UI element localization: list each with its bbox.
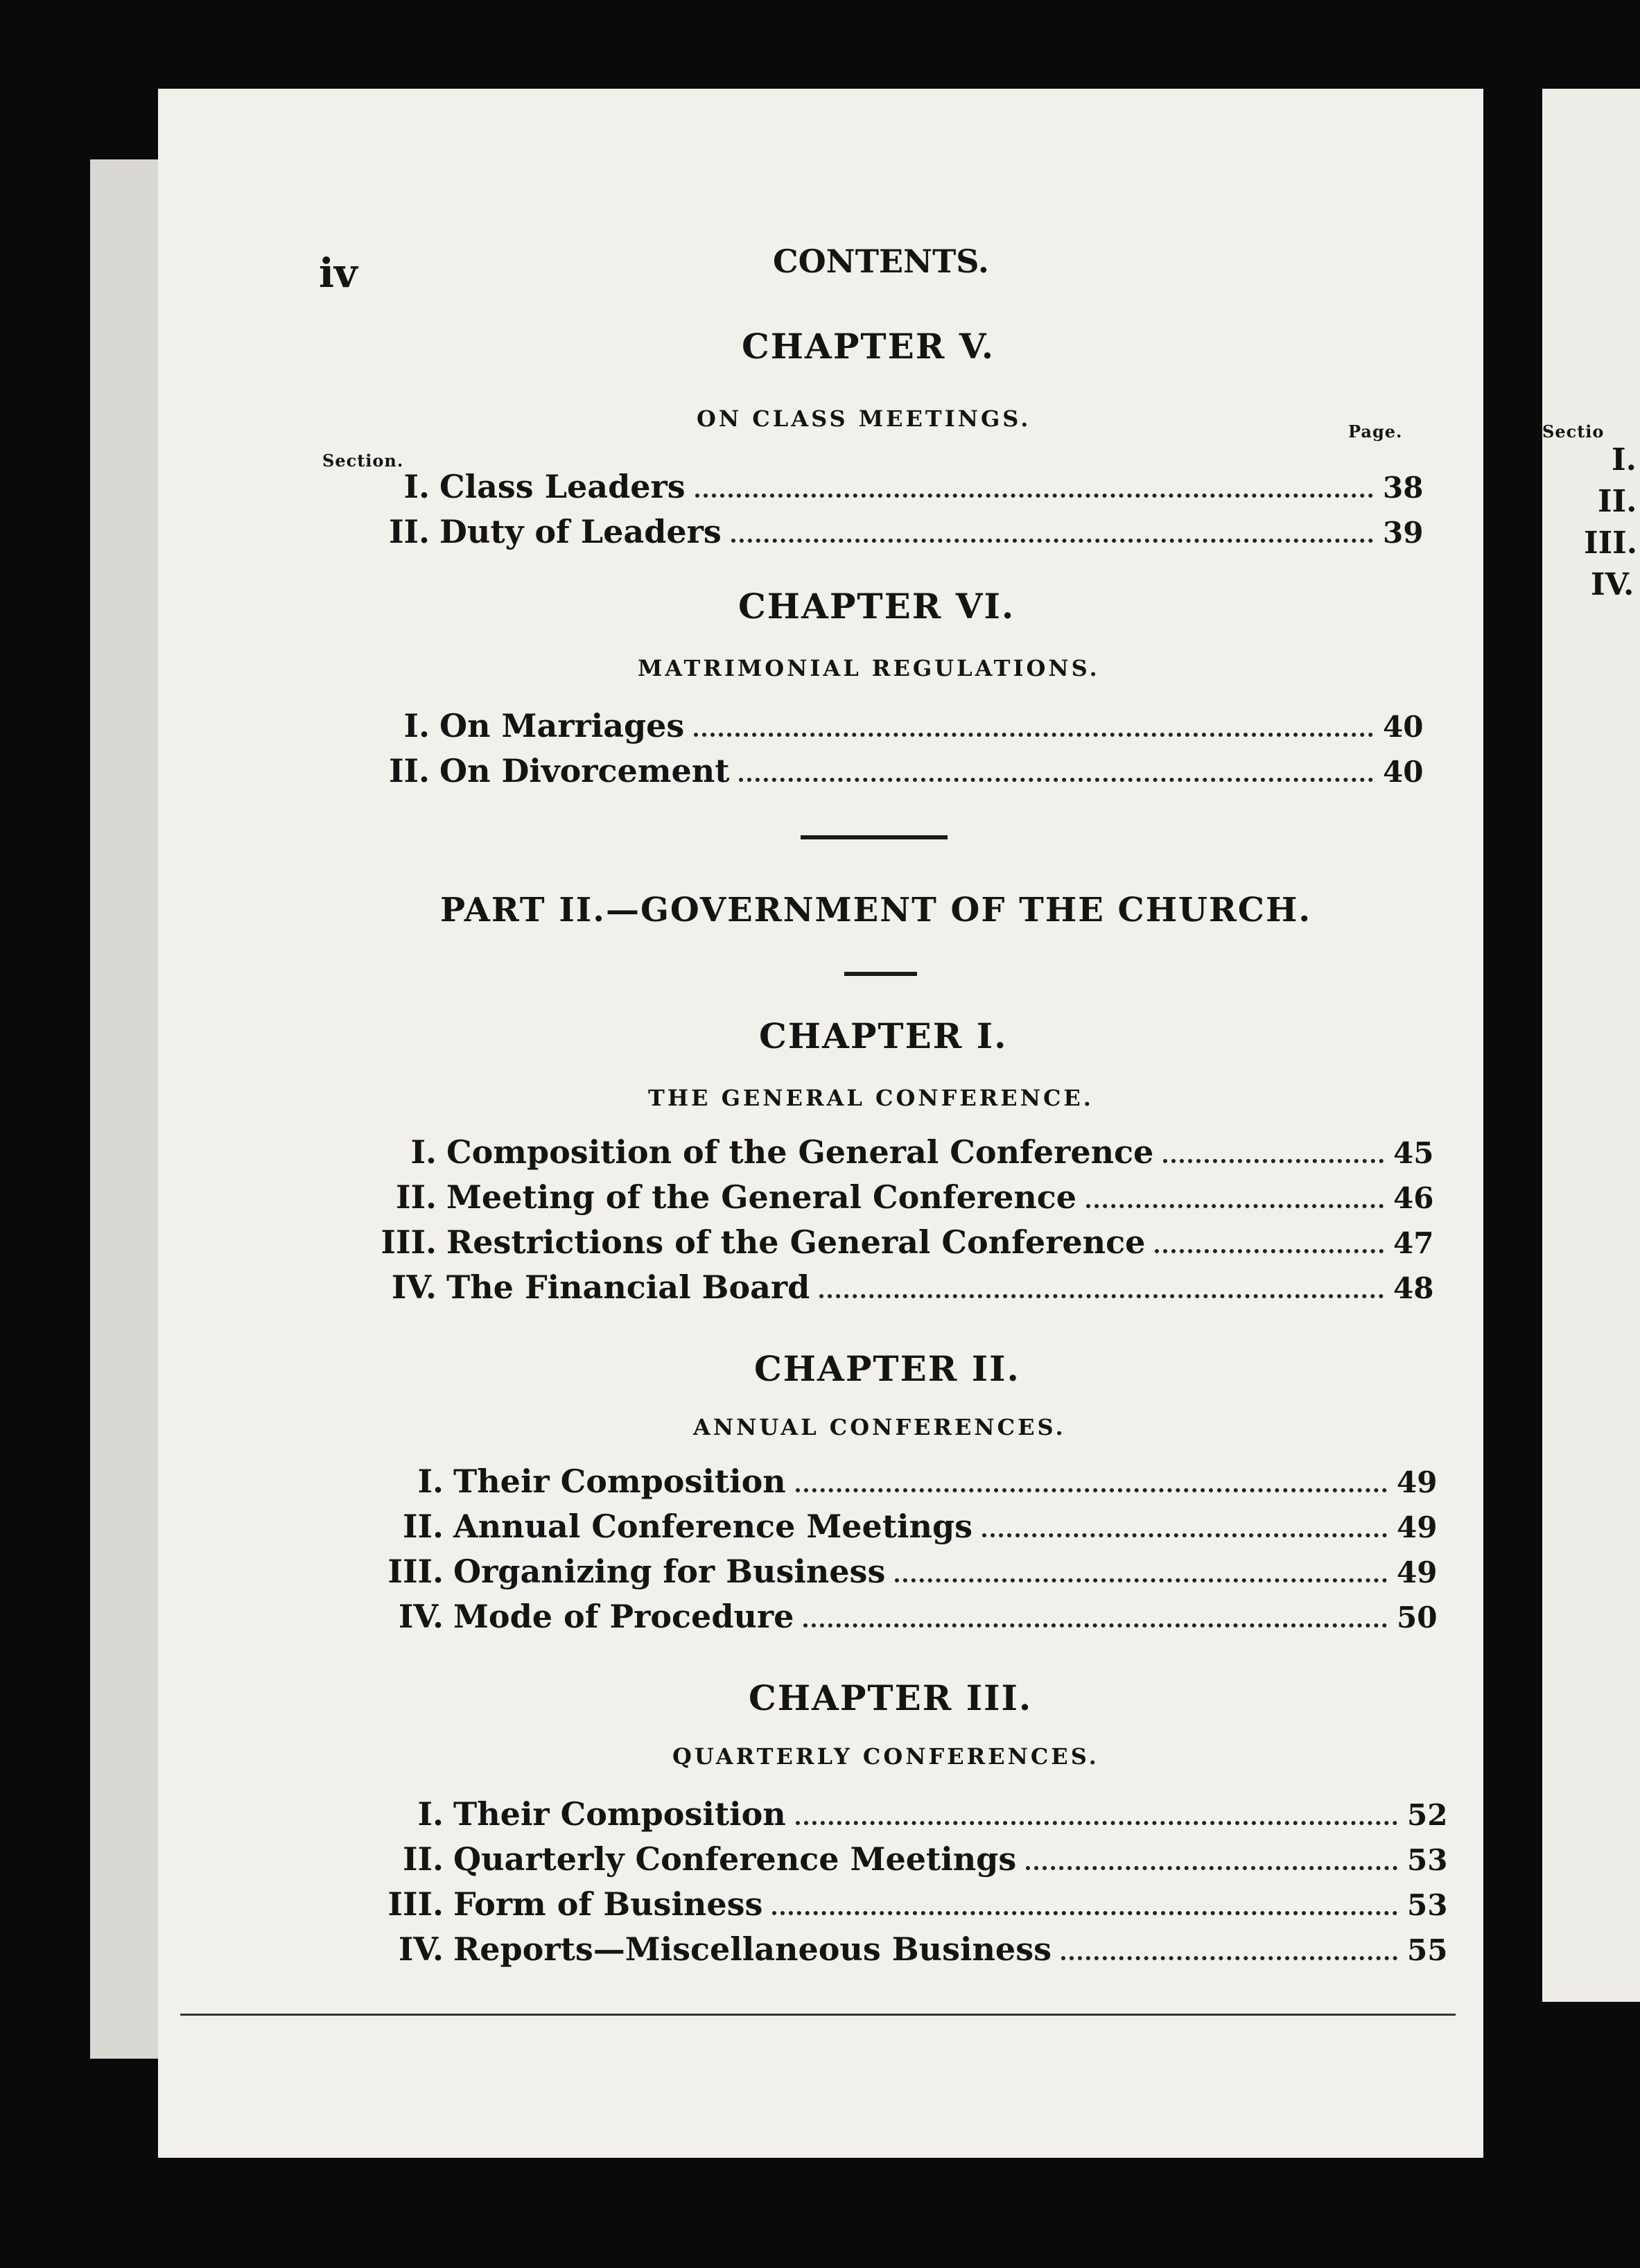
entry-number: I. bbox=[410, 1133, 437, 1171]
section-column-header: Section. bbox=[322, 451, 404, 471]
entry-number: IV. bbox=[398, 1598, 444, 1635]
chapter-heading: CHAPTER I. bbox=[759, 1015, 1008, 1056]
entry-page: 55 bbox=[1407, 1933, 1448, 1967]
toc-entry[interactable] bbox=[347, 1930, 1449, 1975]
dot-leader bbox=[982, 1533, 1387, 1537]
entry-page: 38 bbox=[1383, 471, 1424, 505]
chapter-heading: CHAPTER III. bbox=[749, 1677, 1033, 1718]
part-title: PART II.—GOVERNMENT OF THE CHURCH. bbox=[440, 891, 1312, 930]
divider-rule bbox=[844, 972, 917, 976]
entry-number: IV. bbox=[391, 1268, 437, 1306]
dot-leader bbox=[1155, 1249, 1384, 1253]
dot-leader bbox=[1163, 1159, 1384, 1163]
page-edge bbox=[90, 159, 159, 2059]
entry-number: I. bbox=[403, 468, 430, 505]
facing-line: II. bbox=[1598, 484, 1637, 519]
entry-title: Duty of Leaders bbox=[439, 513, 722, 550]
dot-leader bbox=[803, 1623, 1387, 1628]
dot-leader bbox=[695, 494, 1373, 498]
entry-number: I. bbox=[417, 1463, 444, 1500]
toc-entry[interactable] bbox=[347, 1598, 1438, 1642]
entry-page: 40 bbox=[1383, 710, 1424, 744]
entry-number: II. bbox=[388, 752, 430, 790]
entry-number: IV. bbox=[398, 1930, 444, 1968]
entry-title: On Marriages bbox=[439, 707, 685, 744]
toc-entry[interactable] bbox=[347, 1795, 1449, 1840]
entry-page: 39 bbox=[1383, 516, 1424, 550]
toc-entry[interactable] bbox=[347, 1508, 1438, 1552]
chapter-heading: CHAPTER VI. bbox=[738, 586, 1015, 627]
entry-title: Form of Business bbox=[453, 1885, 763, 1923]
entry-page: 47 bbox=[1393, 1226, 1434, 1260]
dot-leader bbox=[739, 778, 1373, 782]
entry-title: Class Leaders bbox=[439, 468, 686, 505]
dot-leader bbox=[796, 1488, 1387, 1492]
divider-rule bbox=[801, 835, 948, 839]
toc-entry[interactable] bbox=[347, 1463, 1438, 1507]
entry-number: II. bbox=[395, 1178, 437, 1216]
entry-title: The Financial Board bbox=[446, 1268, 810, 1306]
entry-page: 53 bbox=[1407, 1888, 1448, 1922]
entry-number: I. bbox=[417, 1795, 444, 1833]
entry-title: Their Composition bbox=[453, 1795, 786, 1833]
entry-number: III. bbox=[387, 1553, 444, 1590]
dot-leader bbox=[895, 1578, 1387, 1582]
entry-title: Restrictions of the General Conference bbox=[446, 1223, 1146, 1261]
facing-line: I. bbox=[1612, 442, 1637, 478]
running-head: CONTENTS. bbox=[773, 243, 989, 280]
chapter-heading: CHAPTER V. bbox=[742, 326, 995, 367]
chapter-subheading: MATRIMONIAL REGULATIONS. bbox=[638, 655, 1100, 681]
entry-title: Reports—Miscellaneous Business bbox=[453, 1930, 1052, 1968]
chapter-subheading: THE GENERAL CONFERENCE. bbox=[648, 1085, 1094, 1111]
toc-entry[interactable] bbox=[347, 1840, 1449, 1885]
entry-number: II. bbox=[402, 1508, 444, 1545]
entry-number: II. bbox=[402, 1840, 444, 1878]
dot-leader bbox=[731, 539, 1373, 543]
entry-page: 48 bbox=[1393, 1271, 1434, 1305]
dot-leader bbox=[1061, 1956, 1397, 1960]
facing-section-header: Sectio bbox=[1542, 421, 1605, 442]
entry-title: On Divorcement bbox=[439, 752, 730, 790]
facing-line: IV. bbox=[1591, 567, 1634, 602]
toc-entry[interactable] bbox=[340, 1268, 1435, 1313]
entry-number: III. bbox=[381, 1223, 437, 1261]
entry-title: Organizing for Business bbox=[453, 1553, 886, 1590]
entry-number: II. bbox=[388, 513, 430, 550]
toc-entry[interactable] bbox=[340, 1178, 1435, 1223]
dot-leader bbox=[694, 733, 1373, 737]
entry-title: Mode of Procedure bbox=[453, 1598, 794, 1635]
page-bottom-rule bbox=[180, 2014, 1456, 2016]
entry-page: 52 bbox=[1407, 1798, 1448, 1832]
entry-title: Annual Conference Meetings bbox=[453, 1508, 973, 1545]
toc-entry[interactable] bbox=[333, 468, 1424, 512]
page-column-header: Page. bbox=[1348, 421, 1403, 442]
entry-page: 49 bbox=[1397, 1465, 1438, 1499]
facing-page-fragment bbox=[1542, 89, 1640, 2002]
entry-title: Meeting of the General Conference bbox=[446, 1178, 1077, 1216]
page-folio: iv bbox=[319, 250, 358, 297]
dot-leader bbox=[772, 1911, 1397, 1915]
dot-leader bbox=[1026, 1866, 1397, 1870]
chapter-subheading: QUARTERLY CONFERENCES. bbox=[672, 1743, 1099, 1770]
dot-leader bbox=[1086, 1204, 1384, 1208]
toc-entry[interactable] bbox=[333, 513, 1424, 557]
chapter-subheading: ANNUAL CONFERENCES. bbox=[693, 1414, 1066, 1440]
entry-title: Their Composition bbox=[453, 1463, 786, 1500]
chapter-subheading: ON CLASS MEETINGS. bbox=[697, 405, 1031, 432]
toc-entry[interactable] bbox=[340, 1223, 1435, 1268]
toc-entry[interactable] bbox=[333, 752, 1424, 796]
chapter-heading: CHAPTER II. bbox=[754, 1348, 1020, 1389]
entry-number: I. bbox=[403, 707, 430, 744]
dot-leader bbox=[819, 1294, 1384, 1298]
entry-title: Composition of the General Conference bbox=[446, 1133, 1154, 1171]
toc-entry[interactable] bbox=[333, 707, 1424, 751]
entry-page: 49 bbox=[1397, 1555, 1438, 1589]
entry-page: 46 bbox=[1393, 1181, 1434, 1215]
entry-page: 45 bbox=[1393, 1136, 1434, 1170]
entry-number: III. bbox=[387, 1885, 444, 1923]
facing-line: III. bbox=[1584, 525, 1638, 561]
entry-page: 40 bbox=[1383, 755, 1424, 789]
entry-page: 49 bbox=[1397, 1510, 1438, 1544]
entry-page: 50 bbox=[1397, 1600, 1438, 1634]
entry-title: Quarterly Conference Meetings bbox=[453, 1840, 1017, 1878]
toc-entry[interactable] bbox=[347, 1885, 1449, 1930]
toc-entry[interactable] bbox=[347, 1553, 1438, 1597]
entry-page: 53 bbox=[1407, 1843, 1448, 1877]
toc-entry[interactable] bbox=[340, 1133, 1435, 1178]
dot-leader bbox=[796, 1821, 1397, 1825]
